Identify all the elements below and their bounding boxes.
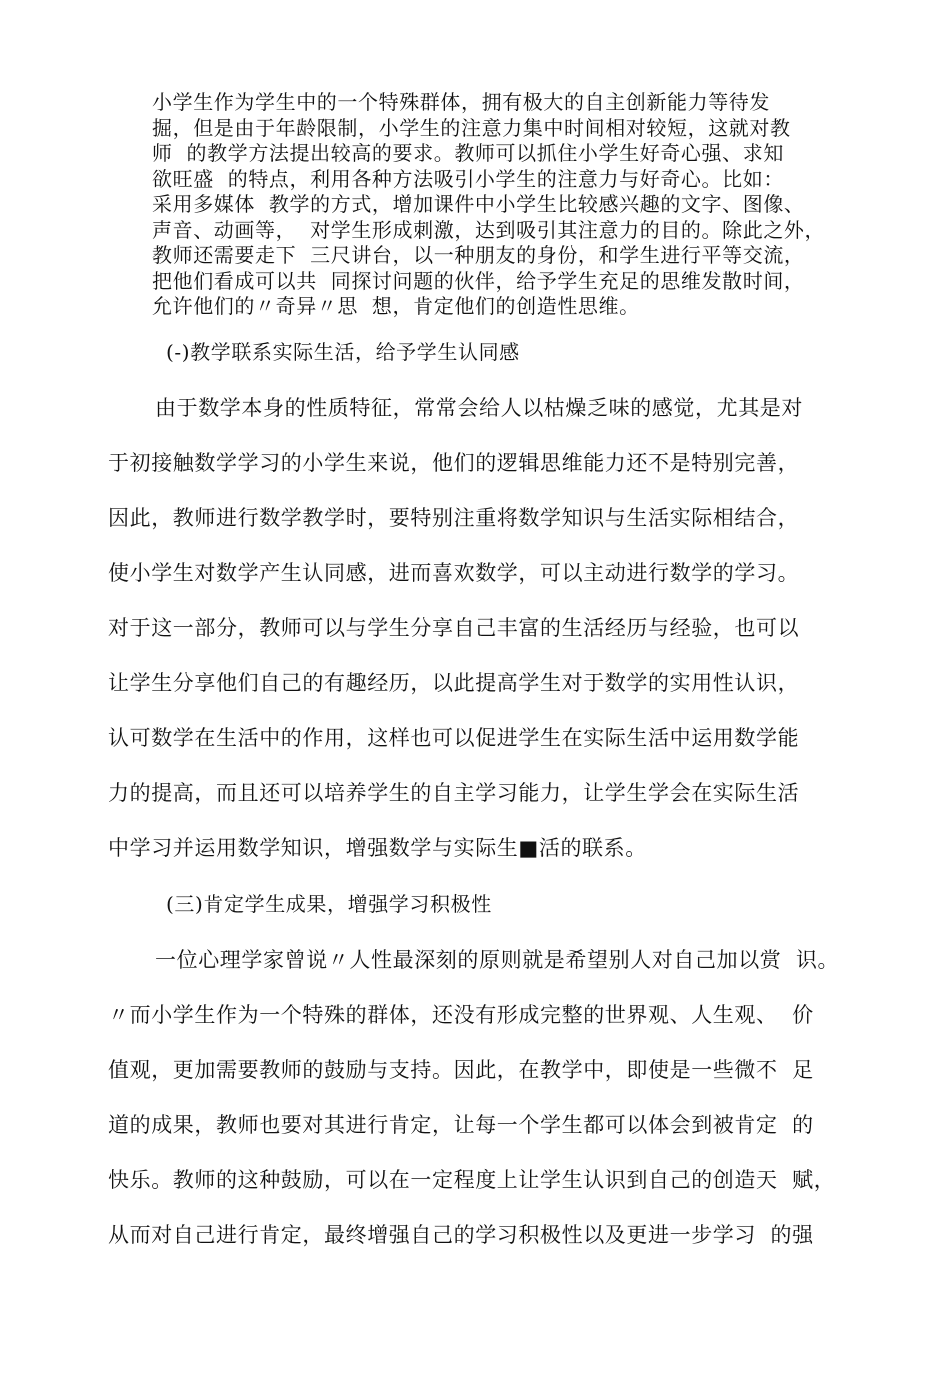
- paragraph-line: 欲旺盛 的特点，利用各种方法吸引小学生的注意力与好奇心。比如：: [152, 167, 784, 191]
- paragraph-line: 从而对自己进行肯定，最终增强自己的学习积极性以及更进一步学习 的强: [108, 1223, 814, 1247]
- paragraph-line: 认可数学在生活中的作用，这样也可以促进学生在实际生活中运用数学能: [108, 726, 800, 750]
- section-heading: (三)肯定学生成果，增强学习积极性: [166, 892, 492, 916]
- paragraph-line: 允许他们的〃奇异〃思 想，肯定他们的创造性思维。: [152, 294, 640, 318]
- paragraph-line: 师 的教学方法提出较高的要求。教师可以抓住小学生好奇心强、求知: [152, 141, 784, 165]
- paragraph-line: 让学生分享他们自己的有趣经历，以此提高学生对于数学的实用性认识，: [108, 671, 800, 695]
- paragraph-line: 掘，但是由于年龄限制，小学生的注意力集中时间相对较短，这就对教: [152, 116, 791, 140]
- paragraph-line: 由于数学本身的性质特征，常常会给人以枯燥乏味的感觉，尤其是对: [155, 396, 803, 420]
- paragraph-line: 值观，更加需要教师的鼓励与支持。因此，在教学中，即使是一些微不 足: [108, 1058, 814, 1082]
- paragraph-line: 力的提高，而且还可以培养学生的自主学习能力，让学生学会在实际生活: [108, 781, 800, 805]
- paragraph-line: 把他们看成可以共 同探讨问题的伙伴，给予学生充足的思维发散时间，: [152, 269, 805, 293]
- paragraph-line: 一位心理学家曾说〃人性最深刻的原则就是希望别人对自己加以赏 识。: [155, 948, 840, 972]
- paragraph-line: 道的成果，教师也要对其进行肯定，让每一个学生都可以体会到被肯定 的: [108, 1113, 814, 1137]
- paragraph-line: 声音、动画等， 对学生形成刺激，达到吸引其注意力的目的。除此之外，: [152, 218, 826, 242]
- paragraph-line: 使小学生对数学产生认同感，进而喜欢数学，可以主动进行数学的学习。: [108, 561, 800, 585]
- section-heading: (-)教学联系实际生活，给予学生认同感: [166, 340, 520, 364]
- paragraph-line: 于初接触数学学习的小学生来说，他们的逻辑思维能力还不是特别完善，: [108, 451, 800, 475]
- paragraph-line: 教师还需要走下 三尺讲台，以一种朋友的身份，和学生进行平等交流，: [152, 243, 805, 267]
- paragraph-line: 快乐。教师的这种鼓励，可以在一定程度上让学生认识到自己的创造天 赋，: [108, 1168, 836, 1192]
- paragraph-line: 对于这一部分，教师可以与学生分享自己丰富的生活经历与经验，也可以: [108, 616, 800, 640]
- paragraph-line: 小学生作为学生中的一个特殊群体，拥有极大的自主创新能力等待发: [152, 90, 770, 114]
- paragraph-line: 中学习并运用数学知识，增强数学与实际生■活的联系。: [108, 836, 647, 860]
- paragraph-line: 因此，教师进行数学教学时，要特别注重将数学知识与生活实际相结合，: [108, 506, 800, 530]
- paragraph-line: 〃而小学生作为一个特殊的群体，还没有形成完整的世界观、人生观、 价: [108, 1003, 814, 1027]
- paragraph-line: 采用多媒体 教学的方式，增加课件中小学生比较感兴趣的文字、图像、: [152, 192, 805, 216]
